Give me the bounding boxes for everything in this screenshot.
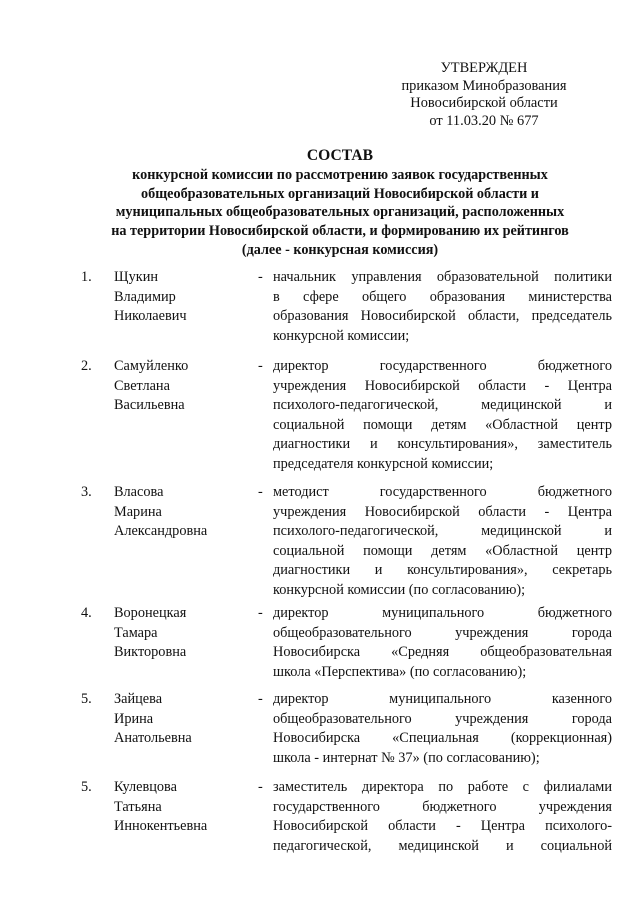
member-role-line: директор муниципального бюджетного: [273, 605, 612, 621]
member-name-line: Владимир: [114, 288, 176, 305]
member-role-line: в сфере общего образования министерства: [273, 288, 612, 305]
member-name-line: Кулевцова: [114, 779, 177, 795]
member-number: 4.: [81, 605, 92, 621]
member-name-line: Викторовна: [114, 644, 187, 661]
member-role-line: учреждения Новосибирской области - Центра: [273, 503, 612, 520]
member-name-line: Ирина: [114, 710, 154, 727]
member-role-line: школа - интернат № 37» (по согласованию);: [273, 749, 540, 766]
member-name-line: Самуйленко: [114, 358, 189, 374]
member-role-line: Новосибирской области - Центра психолого-: [273, 818, 612, 835]
member-role-line: психолого-педагогической, медицинской и: [273, 397, 612, 414]
member-name-line: Власова: [114, 484, 164, 500]
member-role-line: образования Новосибирской области, председатель: [273, 308, 612, 325]
subtitle-line: конкурсной комиссии по рассмотрению заявок государственных: [132, 167, 548, 183]
member-name: [114, 690, 254, 749]
member-name: [114, 357, 254, 416]
member-role-line: методист государственного бюджетного: [273, 484, 612, 500]
approval-line: Новосибирской области: [410, 95, 558, 112]
member-dash: -: [258, 605, 263, 621]
member-dash: -: [258, 779, 263, 795]
subtitle-line: на территории Новосибирской области, и формированию их рейтингов: [111, 223, 569, 240]
member-dash: -: [258, 269, 263, 285]
member-role-line: социальной помощи детям «Областной центр: [273, 416, 612, 433]
member-name-line: Николаевич: [114, 308, 187, 325]
member-role: [273, 357, 612, 475]
member-name-line: Александровна: [114, 523, 208, 540]
member-name: [114, 268, 254, 327]
member-role-line: директор муниципального казенного: [273, 691, 612, 707]
subtitle-line: общеобразовательных организаций Новосибирской области и: [141, 185, 539, 202]
member-name-line: Анатольевна: [114, 730, 192, 747]
member-role-line: диагностики и консультирования», заместитель: [273, 436, 612, 453]
member-number: 3.: [81, 484, 92, 500]
member-name: [114, 483, 254, 542]
member-role-line: Новосибирска «Средняя общеобразовательная: [273, 644, 612, 661]
member-name-line: Зайцева: [114, 691, 163, 707]
member-role: [273, 690, 612, 768]
member-role-line: заместитель директора по работе с филиалами: [273, 779, 612, 795]
document-title: СОСТАВ: [306, 147, 374, 164]
member-role-line: конкурсной комиссии;: [273, 327, 410, 344]
member-role: [273, 268, 612, 346]
member-role-line: председателя конкурсной комиссии;: [273, 455, 494, 472]
member-role-line: учреждения Новосибирской области - Центра: [273, 377, 612, 394]
member-name-line: Щукин: [114, 269, 158, 285]
member-dash: -: [258, 691, 263, 707]
member-name-line: Иннокентьевна: [114, 818, 208, 835]
member-role-line: диагностики и консультирования», секретарь: [273, 562, 612, 579]
approval-line: от 11.03.20 № 677: [429, 112, 539, 129]
subtitle-line: (далее - конкурсная комиссия): [241, 241, 439, 258]
member-number: 1.: [81, 269, 92, 285]
member-name-line: Марина: [114, 503, 162, 520]
member-dash: -: [258, 484, 263, 500]
member-role-line: социальной помощи детям «Областной центр: [273, 542, 612, 559]
member-role-line: психолого-педагогической, медицинской и: [273, 523, 612, 540]
member-role-line: общеобразовательного учреждения города: [273, 710, 612, 727]
member-role-line: школа «Перспектива» (по согласованию);: [273, 663, 527, 680]
member-role-line: педагогической, медицинской и социальной: [273, 837, 612, 854]
member-role-line: конкурсной комиссии (по согласованию);: [273, 581, 526, 598]
member-name-line: Тамара: [114, 624, 158, 641]
member-name: [114, 604, 254, 663]
member-role-line: начальник управления образовательной политики: [273, 269, 612, 285]
member-number: 2.: [81, 358, 92, 374]
member-dash: -: [258, 358, 263, 374]
member-number: 5.: [81, 779, 92, 795]
member-name-line: Светлана: [114, 377, 170, 394]
member-role-line: государственного бюджетного учреждения: [273, 798, 612, 815]
member-role: [273, 778, 612, 856]
approval-line: приказом Минобразования: [401, 77, 567, 94]
member-role-line: директор государственного бюджетного: [273, 358, 612, 374]
member-role: [273, 483, 612, 601]
approval-line: УТВЕРЖДЕН: [440, 60, 528, 76]
member-role-line: общеобразовательного учреждения города: [273, 624, 612, 641]
subtitle-line: муниципальных общеобразовательных организаций, расположенных: [115, 204, 565, 221]
member-role-line: Новосибирска «Специальная (коррекционная): [273, 730, 612, 747]
member-name: [114, 778, 254, 837]
member-name-line: Воронецкая: [114, 605, 187, 621]
member-number: 5.: [81, 691, 92, 707]
member-name-line: Васильевна: [114, 397, 185, 414]
member-name-line: Татьяна: [114, 798, 162, 815]
member-role: [273, 604, 612, 682]
